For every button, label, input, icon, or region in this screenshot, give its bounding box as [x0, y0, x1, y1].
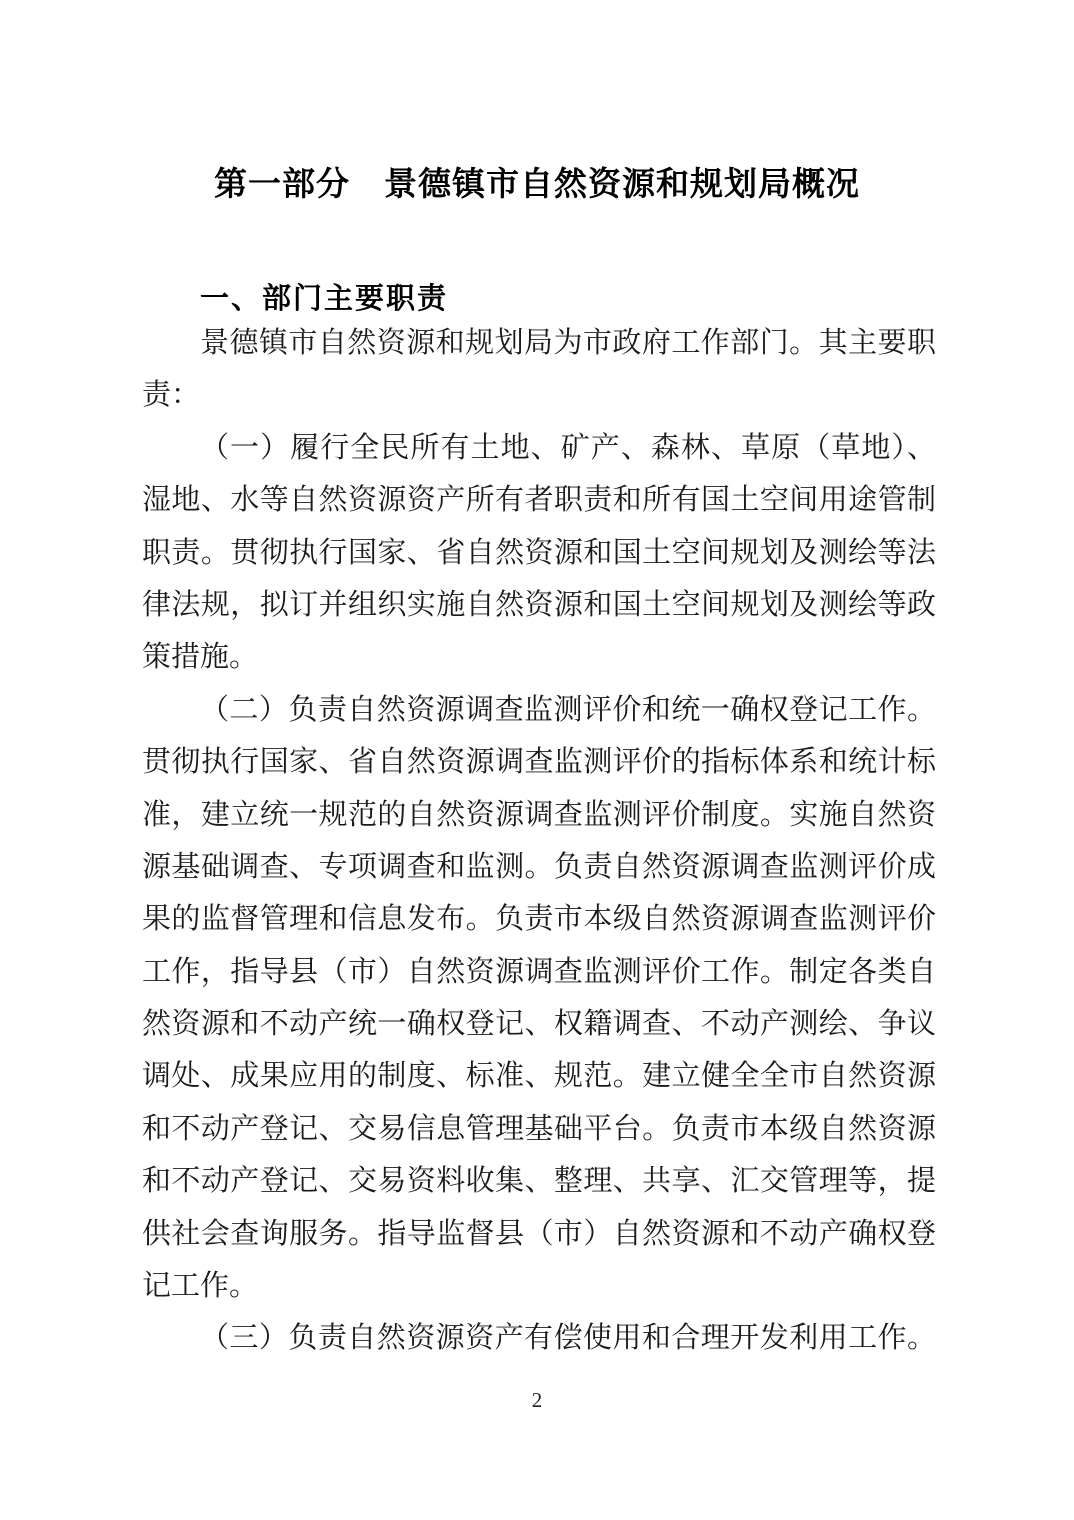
body-line: 果的监督管理和信息发布。负责市本级自然资源调查监测评价 [142, 903, 936, 936]
body-text [142, 317, 936, 1365]
body-line: （二）负责自然资源调查监测评价和统一确权登记工作。 [200, 693, 936, 726]
body-line: 责： [142, 379, 201, 412]
body-line: 供社会查询服务。指导监督县（市）自然资源和不动产确权登 [142, 1217, 936, 1250]
body-line: （三）负责自然资源资产有偿使用和合理开发利用工作。 [200, 1322, 936, 1355]
body-line: 湿地、水等自然资源资产所有者职责和所有国土空间用途管制 [142, 484, 936, 517]
body-line: 和不动产登记、交易信息管理基础平台。负责市本级自然资源 [142, 1112, 936, 1145]
body-line: 记工作。 [142, 1270, 259, 1303]
body-line: 贯彻执行国家、省自然资源调查监测评价的指标体系和统计标 [142, 746, 936, 779]
body-line: 然资源和不动产统一确权登记、权籍调查、不动产测绘、争议 [142, 1008, 936, 1041]
body-line: 源基础调查、专项调查和监测。负责自然资源调查监测评价成 [142, 850, 936, 883]
body-line: （一）履行全民所有土地、矿产、森林、草原（草地）、 [200, 431, 936, 464]
section-heading: 一、部门主要职责 [200, 283, 449, 315]
body-line: 策措施。 [142, 641, 259, 674]
body-line: 职责。贯彻执行国家、省自然资源和国土空间规划及测绘等法 [142, 536, 936, 569]
body-line: 景德镇市自然资源和规划局为市政府工作部门。其主要职 [200, 327, 936, 359]
body-line: 准，建立统一规范的自然资源调查监测评价制度。实施自然资 [142, 798, 936, 831]
body-line: 和不动产登记、交易资料收集、整理、共享、汇交管理等，提 [142, 1165, 936, 1198]
body-line: 工作，指导县（市）自然资源调查监测评价工作。制定各类自 [142, 955, 936, 988]
page-number: 2 [531, 1388, 543, 1412]
body-line: 律法规，拟订并组织实施自然资源和国土空间规划及测绘等政 [142, 588, 936, 621]
document-title: 第一部分 景德镇市自然资源和规划局概况 [214, 165, 860, 202]
body-line: 调处、成果应用的制度、标准、规范。建立健全全市自然资源 [142, 1060, 936, 1093]
